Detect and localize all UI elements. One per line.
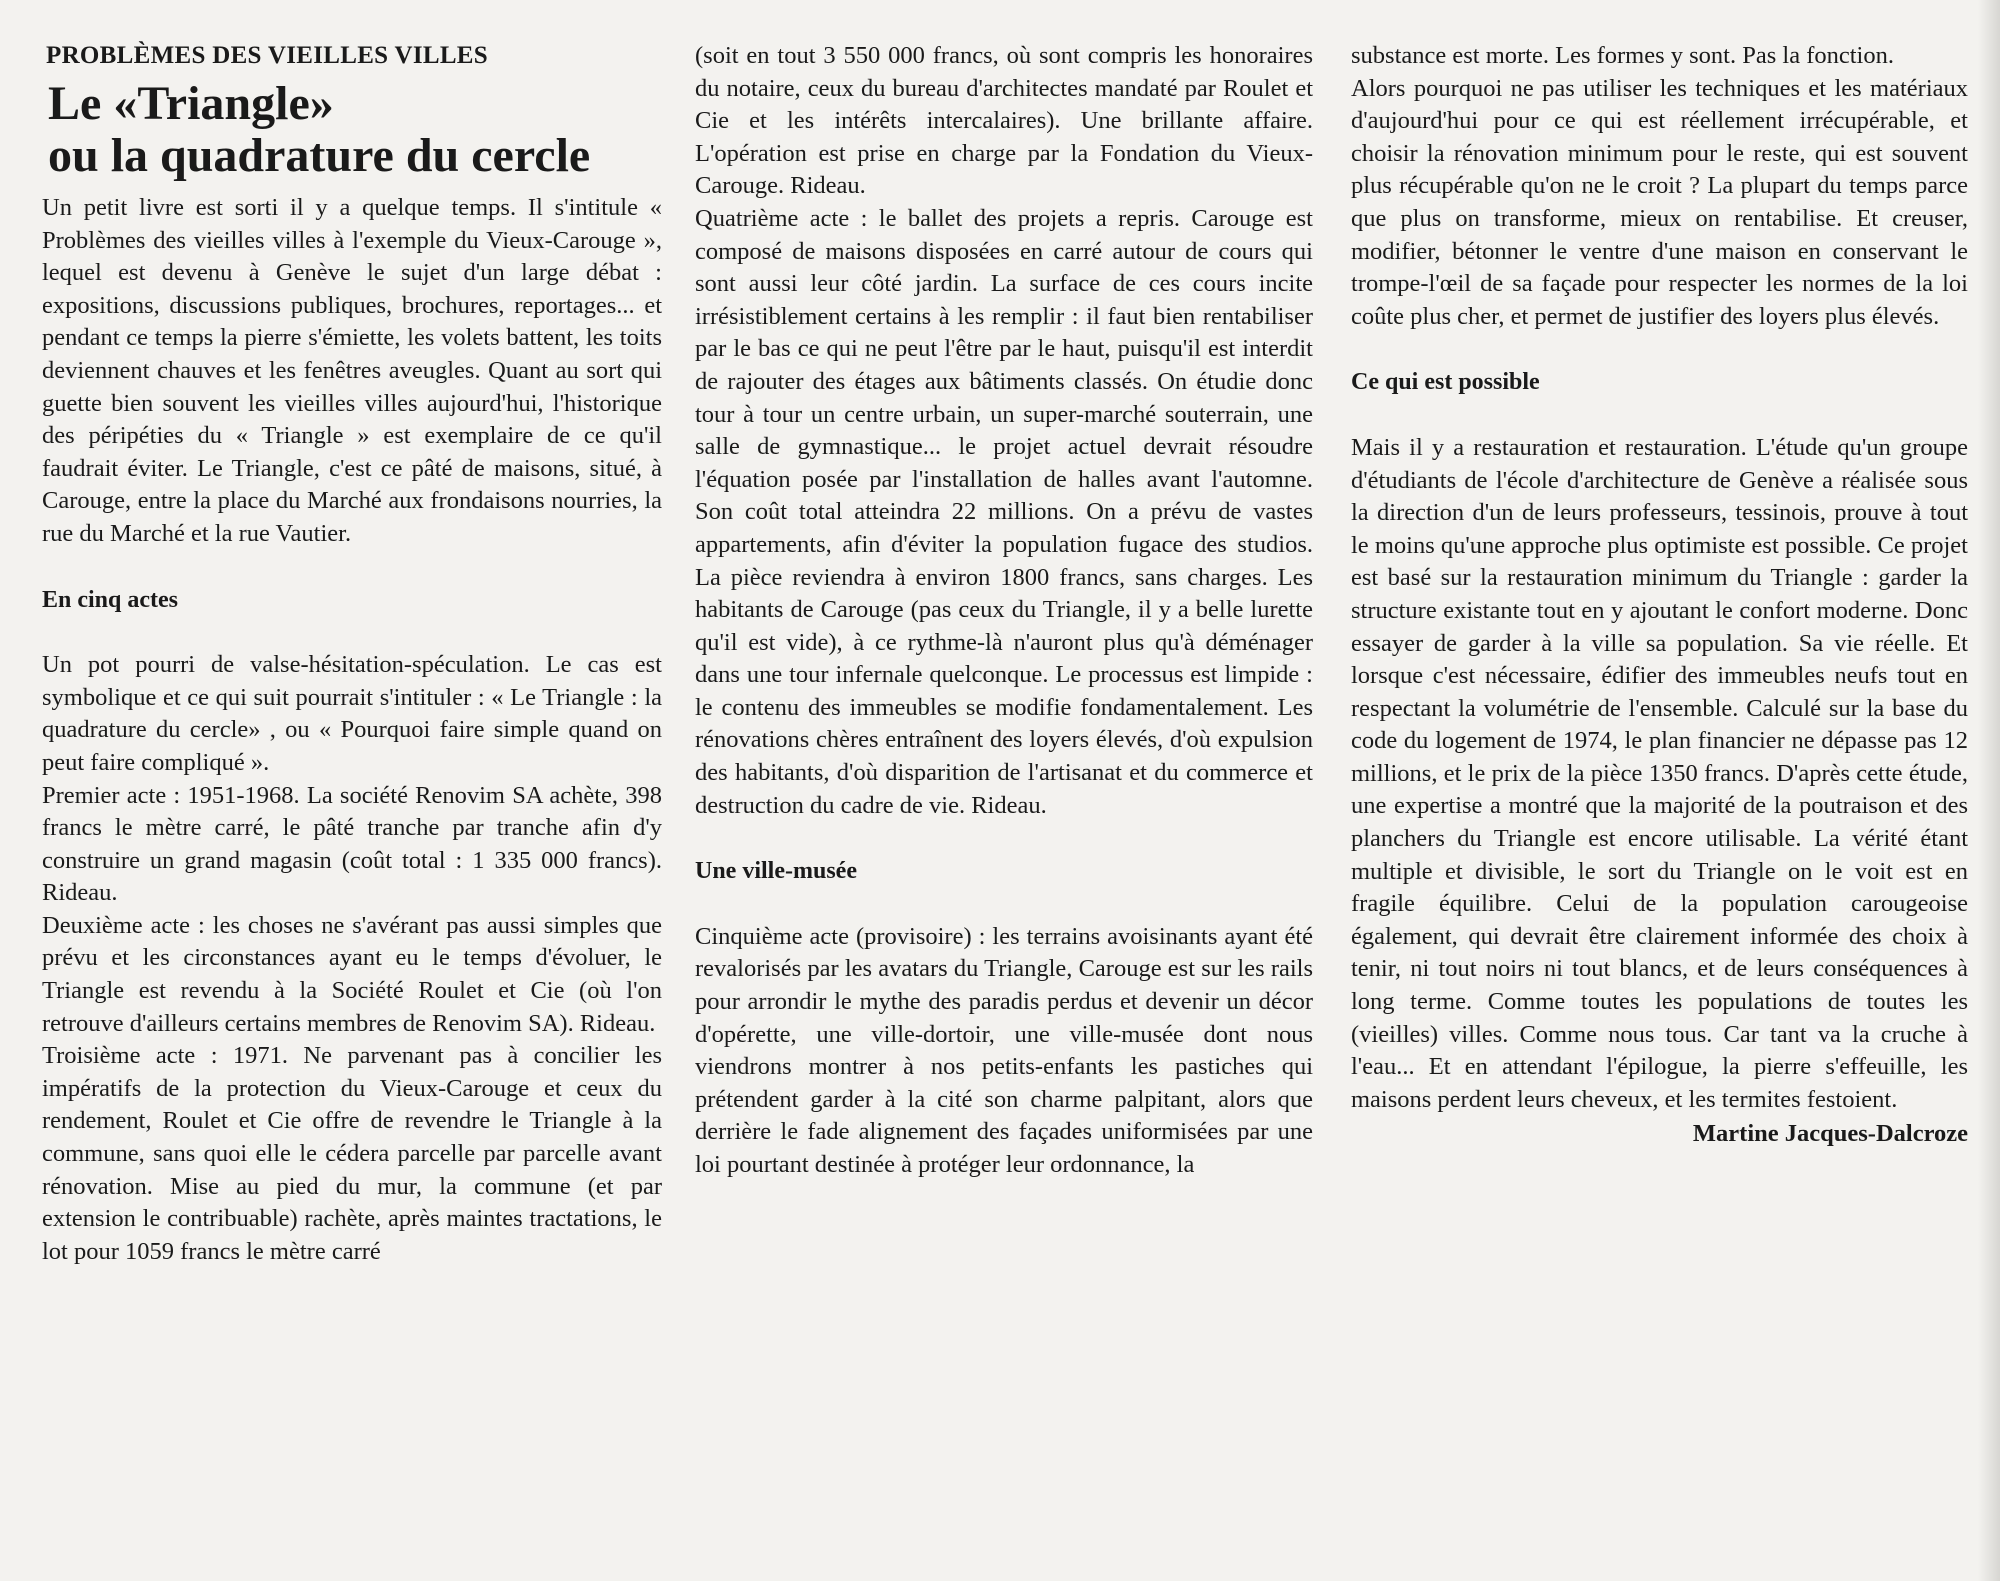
column-3 — [1351, 40, 1968, 1151]
paragraph-deuxieme-acte: Deuxième acte : les choses ne s'avérant pas aussi simples que prévu et les circonstances ayant eu le temps d'évoluer, le Triangle est revendu à la Société Roulet et Cie (où l'on retrouve d'ailleurs certains membres de Renovim SA). Rideau. — [42, 911, 662, 1037]
headline-line-1: Le «Triangle» — [48, 77, 334, 130]
paragraph-premier-acte: Premier acte : 1951-1968. La société Renovim SA achète, 398 francs le mètre carré, le pâté tranche par tranche afin d'y construire un grand magasin (coût total : 1 335 000 francs). Rideau. — [42, 781, 662, 907]
paragraph-troisieme-acte-end: (soit en tout 3 550 000 francs, où sont compris les honoraires du notaire, ceux du bureau d'architectes mandaté par Roulet et Cie et les intérêts intercalaires). Une brillante affaire. L'opération est prise en charge par la Fondation du Vieux-Carouge. Rideau. — [695, 42, 1313, 200]
paragraph-quatrieme-acte: Quatrième acte : le ballet des projets a repris. Carouge est composé de maisons disposées en carré autour de cours qui sont aussi leur côté jardin. La surface de ces cours incite irrésistiblement certains à les remplir : il faut bien rentabiliser par le bas ce qui ne peut l'être par le haut, puisqu'il est interdit de rajouter des étages aux bâtiments classés. On étudie donc tour à tour un centre urbain, un super-marché souterrain, une salle de gymnastique... le projet actuel devrait résoudre l'équation posée par l'installation de halles avant l'automne. Son coût total atteindra 22 millions. On a prévu de vastes appartements, afin d'éviter la population fugace des studios. La pièce reviendra à environ 1800 francs, sans charges. Les habitants de Carouge (pas ceux du Triangle, il y a belle lurette qu'il est vide), à ce rythme-là n'auront plus qu'à déménager dans une tour infernale quelconque. Le processus est limpide : le contenu des immeubles se modifie fondamentalement. Les rénovations chères entraînent des loyers élevés, d'où expulsion des habitants, d'où disparition de l'artisanat et du commerce et destruction du cadre de vie. Rideau. — [695, 204, 1313, 819]
page-binding-shadow — [1978, 0, 2000, 1581]
subheading-ce-qui-est-possible: Ce qui est possible — [1351, 369, 1540, 396]
intro-paragraph: Un petit livre est sorti il y a quelque temps. Il s'intitule « Problèmes des vieilles villes à l'exemple du Vieux-Carouge », lequel est devenu à Genève le sujet d'un large débat : expositions, discussions publiques, brochures, reportages... et pendant ce temps la pierre s'émiette, les volets battent, les toits deviennent chauves et les fenêtres aveugles. Quant au sort qui guette bien souvent les vieilles villes aujourd'hui, l'historique des péripéties du « Triangle » est exemplaire de ce qu'il faudrait éviter. Le Triangle, c'est ce pâté de maisons, situé, à Carouge, entre la place du Marché aux frondaisons nourries, la rue du Marché et la rue Vautier. — [42, 194, 662, 547]
paragraph-restauration: Mais il y a restauration et restauration. L'étude qu'un groupe d'étudiants de l'école d'architecture de Genève a réalisée sous la direction d'un de leurs professeurs, tessinois, prouve à tout le moins qu'une approche plus optimiste est possible. Ce projet est basé sur la restauration minimum du Triangle : garder la structure existante tout en y ajoutant le confort moderne. Donc essayer de garder à la ville sa population. Sa vie réelle. Et lorsque c'est nécessaire, édifier des immeubles neufs tout en respectant la volumétrie de l'ensemble. Calculé sur la base du code du logement de 1974, le plan financier ne dépasse pas 12 millions, et le prix de la pièce 1350 francs. D'après cette étude, une expertise a montré que la majorité de la poutraison et des planchers du Triangle est encore utilisable. La vérité étant multiple et divisible, le sort du Triangle on le voit est en fragile équilibre. Celui de la population carougeoise également, qui devrait être clairement informée des choix à tenir, ni tout noirs ni tout blancs, et de leurs conséquences à long terme. Comme toutes les populations de toutes les (vieilles) villes. Comme nous tous. Car tant va la cruche à l'eau... Et en attendant l'épilogue, la pierre s'effeuille, les maisons perdent leurs cheveux, et les termites festoient. — [1351, 433, 1968, 1113]
paragraph-pot-pourri: Un pot pourri de valse-hésitation-spéculation. Le cas est symbolique et ce qui suit pourrait s'intituler : « Le Triangle : la quadrature du cercle» , ou « Pourquoi faire simple quand on peut faire compliqué ». — [42, 651, 662, 776]
subheading-en-cinq-actes: En cinq actes — [42, 586, 179, 613]
paragraph-cinquieme-acte-start: Cinquième acte (provisoire) : les terrains avoisinants ayant été revalorisés par les avatars du Triangle, Carouge est sur les rails pour arrondir le mythe des paradis perdus et devenir un décor d'opérette, une ville-dortoir, une ville-musée dont nous viendrons montrer à nos petits-enfants les pastiches qui prétendent garder à la cité son charme palpitant, alors que derrière le fade alignement des façades uniformisées par une loi pourtant destinée à protéger leur ordonnance, la — [695, 922, 1313, 1178]
paragraph-troisieme-acte-start: Troisième acte : 1971. Ne parvenant pas à concilier les impératifs de la protection du Vieux-Carouge et ceux du rendement, Roulet et Cie offre de revendre le Triangle à la commune, sans quoi elle le cédera parcelle par parcelle avant rénovation. Mise au pied du mur, la commune (et par extension le contribuable) rachète, après maintes tractations, le lot pour 1059 francs le mètre carré — [42, 1042, 662, 1265]
column-2 — [695, 40, 1313, 1182]
author-signature: Martine Jacques-Dalcroze — [1692, 1120, 1968, 1148]
section-kicker: PROBLÈMES DES VIEILLES VILLES — [46, 42, 488, 69]
paragraph-cinquieme-acte-end: substance est morte. Les formes y sont. Pas la fonction. — [1351, 42, 1894, 69]
headline-line-2: ou la quadrature du cercle — [48, 129, 591, 182]
paragraph-alors-pourquoi: Alors pourquoi ne pas utiliser les techniques et les matériaux d'aujourd'hui pour ce qui est réellement irrécupérable, et choisir la rénovation minimum pour le reste, qui est souvent plus récupérable qu'on ne le croit ? La plupart du temps parce que plus on transforme, mieux on rentabilise. Et creuser, modifier, bétonner le ventre d'une maison en conservant le trompe-l'œil de sa façade pour respecter les normes de la loi coûte plus cher, et permet de justifier des loyers plus élevés. — [1351, 74, 1968, 330]
subheading-une-ville-musee: Une ville-musée — [695, 858, 857, 885]
column-1 — [42, 40, 662, 1268]
